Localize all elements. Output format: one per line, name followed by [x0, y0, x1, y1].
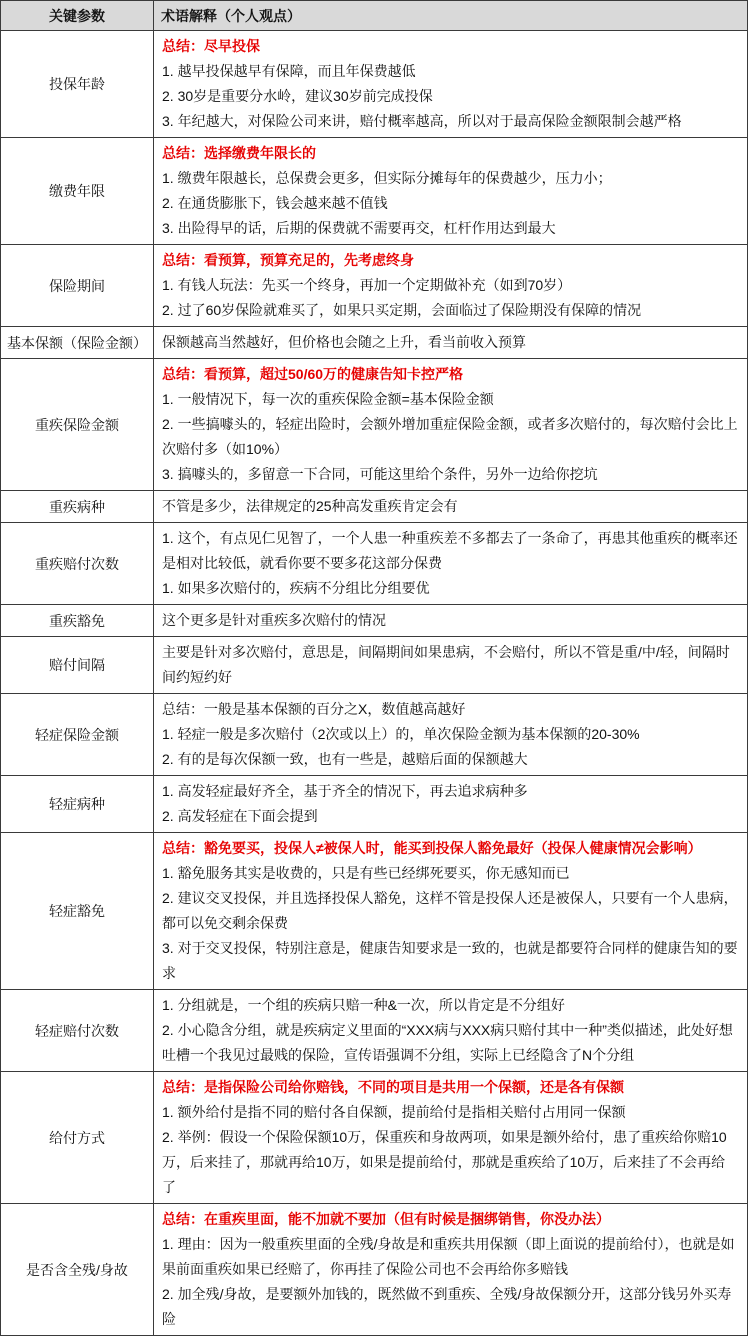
- explanation-line: 这个更多是针对重疾多次赔付的情况: [162, 612, 386, 628]
- explanation-line: 3. 出险得早的话，后期的保费就不需要再交，杠杆作用达到最大: [162, 220, 556, 236]
- explanation-line: 1. 额外给付是指不同的赔付各自保额，提前给付是指相关赔付占用同一保额: [162, 1104, 626, 1120]
- param-cell: 重疾保险金额: [1, 359, 154, 491]
- explanation-cell: [154, 523, 748, 605]
- table-row: [1, 833, 748, 990]
- table-body: [1, 31, 748, 1336]
- table-row: [1, 1204, 748, 1336]
- explanation-cell: [154, 637, 748, 694]
- table-row: [1, 359, 748, 491]
- explanation-cell: [154, 245, 748, 327]
- explanation-cell: [154, 359, 748, 491]
- table-row: [1, 523, 748, 605]
- param-cell: 基本保额（保险金额）: [1, 327, 154, 359]
- explanation-line: 3. 年纪越大，对保险公司来讲，赔付概率越高，所以对于最高保险金额限制会越严格: [162, 113, 682, 129]
- param-cell: 轻症保险金额: [1, 694, 154, 776]
- explanation-line: 2. 举例：假设一个保险保额10万，保重疾和身故两项，如果是额外给付，患了重疾给你赔10万，后来挂了，那就再给10万，如果是提前给付，那就是重疾给了10万，后来挂了不会再给了: [162, 1129, 727, 1195]
- explanation-cell: [154, 833, 748, 990]
- explanation-line: 1. 理由：因为一般重疾里面的全残/身故是和重疾共用保额（即上面说的提前给付），也就是如果前面重疾如果已经赔了，你再挂了保险公司也不会再给你多赔钱: [162, 1236, 735, 1277]
- param-cell: 投保年龄: [1, 31, 154, 138]
- table-row: [1, 327, 748, 359]
- explanation-line: 2. 高发轻症在下面会提到: [162, 808, 318, 824]
- param-cell: 重疾病种: [1, 491, 154, 523]
- summary-line: 总结：看预算，预算充足的，先考虑终身: [162, 252, 414, 268]
- explanation-line: 1. 越早投保越早有保障，而且年保费越低: [162, 63, 416, 79]
- explanation-cell: [154, 694, 748, 776]
- explanation-cell: [154, 1204, 748, 1336]
- explanation-cell: [154, 138, 748, 245]
- table-row: [1, 1072, 748, 1204]
- table-row: [1, 605, 748, 637]
- explanation-cell: [154, 1072, 748, 1204]
- table-row: [1, 491, 748, 523]
- summary-line: 总结：是指保险公司给你赔钱，不同的项目是共用一个保额，还是各有保额: [162, 1079, 624, 1095]
- summary-line: 总结：在重疾里面，能不加就不要加（但有时候是捆绑销售，你没办法）: [162, 1211, 610, 1227]
- explanation-line: 1. 豁免服务其实是收费的，只是有些已经绑死要买，你无感知而已: [162, 865, 570, 881]
- explanation-line: 不管是多少，法律规定的25种高发重疾肯定会有: [162, 498, 458, 514]
- explanation-line: 总结：一般是基本保额的百分之X，数值越高越好: [162, 701, 466, 717]
- header-term-explanation: 术语解释（个人观点）: [154, 1, 748, 31]
- explanation-line: 1. 一般情况下，每一次的重疾保险金额=基本保险金额: [162, 391, 494, 407]
- explanation-cell: [154, 605, 748, 637]
- table-row: [1, 138, 748, 245]
- explanation-line: 2. 加全残/身故，是要额外加钱的，既然做不到重疾、全残/身故保额分开，这部分钱另外买寿险: [162, 1286, 732, 1327]
- table-row: [1, 637, 748, 694]
- summary-line: 总结：选择缴费年限长的: [162, 145, 316, 161]
- explanation-line: 主要是针对多次赔付，意思是，间隔期间如果患病，不会赔付，所以不管是重/中/轻，间隔时间约短约好: [162, 644, 730, 685]
- explanation-line: 1. 这个，有点见仁见智了，一个人患一种重疾差不多都去了一条命了，再患其他重疾的概率还是相对比较低，就看你要不要多花这部分保费: [162, 530, 738, 571]
- param-cell: 重疾豁免: [1, 605, 154, 637]
- param-cell: 保险期间: [1, 245, 154, 327]
- explanation-cell: [154, 31, 748, 138]
- param-cell: 缴费年限: [1, 138, 154, 245]
- explanation-line: 3. 对于交叉投保，特别注意是，健康告知要求是一致的，也就是都要符合同样的健康告知的要求: [162, 940, 738, 981]
- param-cell: 轻症病种: [1, 776, 154, 833]
- explanation-line: 2. 有的是每次保额一致，也有一些是，越赔后面的保额越大: [162, 751, 528, 767]
- summary-line: 总结：看预算，超过50/60万的健康告知卡控严格: [162, 366, 464, 382]
- param-cell: 是否含全残/身故: [1, 1204, 154, 1336]
- param-cell: 重疾赔付次数: [1, 523, 154, 605]
- table-row: [1, 31, 748, 138]
- table-header: [1, 1, 748, 31]
- header-key-parameters: 关键参数: [1, 1, 154, 31]
- explanation-line: 2. 30岁是重要分水岭，建议30岁前完成投保: [162, 88, 433, 104]
- explanation-line: 1. 缴费年限越长，总保费会更多，但实际分摊每年的保费越少，压力小；: [162, 170, 612, 186]
- explanation-line: 2. 在通货膨胀下，钱会越来越不值钱: [162, 195, 388, 211]
- explanation-cell: [154, 990, 748, 1072]
- explanation-line: 3. 搞噱头的，多留意一下合同，可能这里给个条件，另外一边给你挖坑: [162, 466, 598, 482]
- explanation-line: 2. 建议交叉投保，并且选择投保人豁免，这样不管是投保人还是被保人，只要有一个人患病，都可以免交剩余保费: [162, 890, 738, 931]
- table-row: [1, 776, 748, 833]
- explanation-line: 1. 有钱人玩法：先买一个终身，再加一个定期做补充（如到70岁）: [162, 277, 572, 293]
- explanation-line: 1. 如果多次赔付的，疾病不分组比分组要优: [162, 580, 430, 596]
- explanation-line: 2. 小心隐含分组，就是疾病定义里面的“XXX病与XXX病只赔付其中一种”类似描述，此处好想吐槽一个我见过最贱的保险，宣传语强调不分组，实际上已经隐含了N个分组: [162, 1022, 733, 1063]
- table-row: [1, 245, 748, 327]
- param-cell: 赔付间隔: [1, 637, 154, 694]
- explanation-line: 2. 过了60岁保险就难买了，如果只买定期，会面临过了保险期没有保障的情况: [162, 302, 642, 318]
- explanation-cell: [154, 776, 748, 833]
- param-cell: 给付方式: [1, 1072, 154, 1204]
- explanation-line: 2. 一些搞噱头的，轻症出险时，会额外增加重症保险金额，或者多次赔付的，每次赔付会比上次赔付多（如10%）: [162, 416, 738, 457]
- explanation-line: 保额越高当然越好，但价格也会随之上升，看当前收入预算: [162, 334, 526, 350]
- summary-line: 总结：尽早投保: [162, 38, 260, 54]
- table-row: [1, 990, 748, 1072]
- explanation-cell: [154, 491, 748, 523]
- explanation-line: 1. 分组就是，一个组的疾病只赔一种&一次，所以肯定是不分组好: [162, 997, 565, 1013]
- param-cell: 轻症赔付次数: [1, 990, 154, 1072]
- explanation-line: 1. 轻症一般是多次赔付（2次或以上）的，单次保险金额为基本保额的20-30%: [162, 726, 640, 742]
- explanation-cell: [154, 327, 748, 359]
- table-row: [1, 694, 748, 776]
- header-row: [1, 1, 748, 31]
- summary-line: 总结：豁免要买，投保人≠被保人时，能买到投保人豁免最好（投保人健康情况会影响）: [162, 840, 702, 856]
- explanation-line: 1. 高发轻症最好齐全，基于齐全的情况下，再去追求病种多: [162, 783, 528, 799]
- param-cell: 轻症豁免: [1, 833, 154, 990]
